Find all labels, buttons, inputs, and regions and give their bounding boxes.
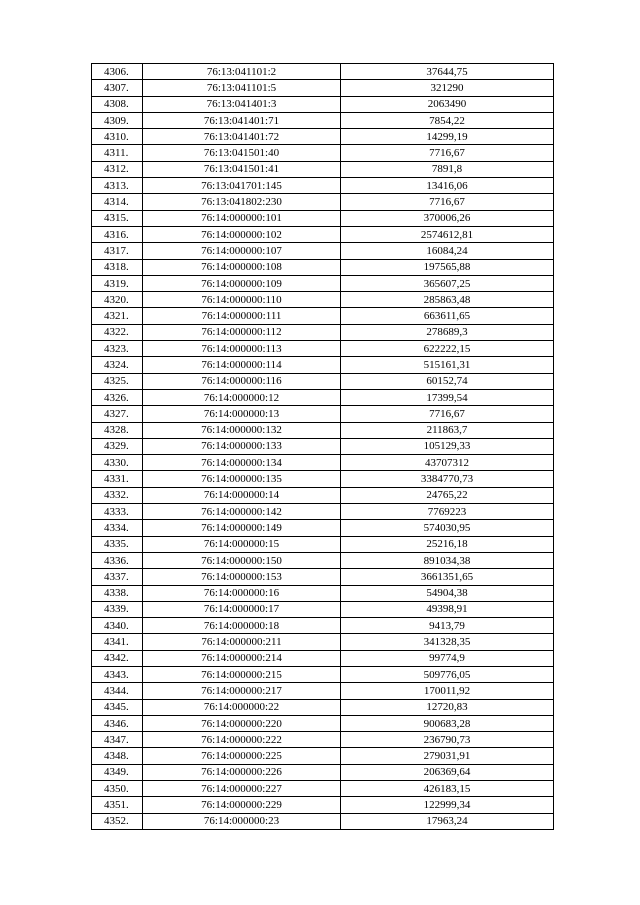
cadastral-value-cell: 105129,33 xyxy=(341,438,554,454)
table-row xyxy=(92,406,554,422)
cadastral-value-cell: 321290 xyxy=(341,80,554,96)
table-row xyxy=(92,292,554,308)
table-row xyxy=(92,178,554,194)
table-row xyxy=(92,601,554,617)
row-number-cell: 4348. xyxy=(92,748,143,764)
cadastral-number-cell: 76:14:000000:214 xyxy=(143,650,341,666)
cadastral-value-cell: 509776,05 xyxy=(341,666,554,682)
table-row xyxy=(92,455,554,471)
row-number-cell: 4317. xyxy=(92,243,143,259)
table-row xyxy=(92,64,554,80)
cadastral-number-cell: 76:14:000000:12 xyxy=(143,389,341,405)
row-number-cell: 4327. xyxy=(92,406,143,422)
row-number-cell: 4325. xyxy=(92,373,143,389)
cadastral-value-cell: 2574612,81 xyxy=(341,226,554,242)
row-number-cell: 4315. xyxy=(92,210,143,226)
table-row xyxy=(92,341,554,357)
row-number-cell: 4339. xyxy=(92,601,143,617)
row-number-cell: 4323. xyxy=(92,341,143,357)
row-number-cell: 4351. xyxy=(92,797,143,813)
row-number-cell: 4324. xyxy=(92,357,143,373)
table-row xyxy=(92,422,554,438)
cadastral-number-cell: 76:14:000000:135 xyxy=(143,471,341,487)
row-number-cell: 4328. xyxy=(92,422,143,438)
cadastral-number-cell: 76:14:000000:211 xyxy=(143,634,341,650)
cadastral-number-cell: 76:14:000000:113 xyxy=(143,341,341,357)
table-row xyxy=(92,373,554,389)
cadastral-number-cell: 76:13:041802:230 xyxy=(143,194,341,210)
table-row xyxy=(92,96,554,112)
cadastral-number-cell: 76:13:041501:40 xyxy=(143,145,341,161)
cadastral-value-cell: 900683,28 xyxy=(341,715,554,731)
cadastral-number-cell: 76:14:000000:132 xyxy=(143,422,341,438)
table-row xyxy=(92,569,554,585)
row-number-cell: 4340. xyxy=(92,618,143,634)
cadastral-value-cell: 17963,24 xyxy=(341,813,554,829)
table-row xyxy=(92,145,554,161)
cadastral-value-cell: 12720,83 xyxy=(341,699,554,715)
row-number-cell: 4330. xyxy=(92,455,143,471)
cadastral-number-cell: 76:14:000000:226 xyxy=(143,764,341,780)
cadastral-number-cell: 76:14:000000:109 xyxy=(143,275,341,291)
row-number-cell: 4350. xyxy=(92,781,143,797)
cadastral-value-cell: 370006,26 xyxy=(341,210,554,226)
cadastral-value-cell: 7716,67 xyxy=(341,406,554,422)
cadastral-number-cell: 76:14:000000:102 xyxy=(143,226,341,242)
cadastral-value-cell: 278689,3 xyxy=(341,324,554,340)
cadastral-value-cell: 16084,24 xyxy=(341,243,554,259)
cadastral-number-cell: 76:14:000000:116 xyxy=(143,373,341,389)
cadastral-number-cell: 76:13:041701:145 xyxy=(143,178,341,194)
cadastral-number-cell: 76:14:000000:134 xyxy=(143,455,341,471)
cadastral-value-cell: 7769223 xyxy=(341,504,554,520)
cadastral-value-table xyxy=(91,63,554,830)
cadastral-number-cell: 76:14:000000:22 xyxy=(143,699,341,715)
row-number-cell: 4334. xyxy=(92,520,143,536)
table-row xyxy=(92,764,554,780)
row-number-cell: 4322. xyxy=(92,324,143,340)
cadastral-value-cell: 285863,48 xyxy=(341,292,554,308)
table-row xyxy=(92,732,554,748)
table-row xyxy=(92,161,554,177)
row-number-cell: 4306. xyxy=(92,64,143,80)
cadastral-number-cell: 76:14:000000:14 xyxy=(143,487,341,503)
table-row xyxy=(92,666,554,682)
cadastral-value-cell: 99774,9 xyxy=(341,650,554,666)
cadastral-number-cell: 76:14:000000:108 xyxy=(143,259,341,275)
table-row xyxy=(92,259,554,275)
table-row xyxy=(92,683,554,699)
row-number-cell: 4342. xyxy=(92,650,143,666)
table-row xyxy=(92,813,554,829)
row-number-cell: 4316. xyxy=(92,226,143,242)
cadastral-number-cell: 76:14:000000:149 xyxy=(143,520,341,536)
table-row xyxy=(92,536,554,552)
row-number-cell: 4337. xyxy=(92,569,143,585)
row-number-cell: 4341. xyxy=(92,634,143,650)
cadastral-value-cell: 197565,88 xyxy=(341,259,554,275)
cadastral-value-cell: 365607,25 xyxy=(341,275,554,291)
table-row xyxy=(92,80,554,96)
cadastral-number-cell: 76:14:000000:16 xyxy=(143,585,341,601)
cadastral-value-cell: 7716,67 xyxy=(341,194,554,210)
cadastral-number-cell: 76:13:041101:5 xyxy=(143,80,341,96)
table-row xyxy=(92,781,554,797)
row-number-cell: 4320. xyxy=(92,292,143,308)
table-row xyxy=(92,699,554,715)
row-number-cell: 4345. xyxy=(92,699,143,715)
cadastral-number-cell: 76:13:041401:3 xyxy=(143,96,341,112)
cadastral-value-cell: 9413,79 xyxy=(341,618,554,634)
table-row xyxy=(92,585,554,601)
cadastral-number-cell: 76:14:000000:107 xyxy=(143,243,341,259)
row-number-cell: 4314. xyxy=(92,194,143,210)
cadastral-value-cell: 7854,22 xyxy=(341,112,554,128)
cadastral-value-cell: 14299,19 xyxy=(341,129,554,145)
table-row xyxy=(92,275,554,291)
cadastral-value-cell: 54904,38 xyxy=(341,585,554,601)
cadastral-number-cell: 76:14:000000:220 xyxy=(143,715,341,731)
cadastral-value-cell: 211863,7 xyxy=(341,422,554,438)
cadastral-number-cell: 76:13:041101:2 xyxy=(143,64,341,80)
cadastral-value-cell: 426183,15 xyxy=(341,781,554,797)
cadastral-number-cell: 76:14:000000:18 xyxy=(143,618,341,634)
cadastral-number-cell: 76:14:000000:101 xyxy=(143,210,341,226)
row-number-cell: 4318. xyxy=(92,259,143,275)
table-row xyxy=(92,194,554,210)
cadastral-number-cell: 76:14:000000:150 xyxy=(143,552,341,568)
cadastral-number-cell: 76:14:000000:153 xyxy=(143,569,341,585)
cadastral-number-cell: 76:14:000000:110 xyxy=(143,292,341,308)
cadastral-number-cell: 76:14:000000:112 xyxy=(143,324,341,340)
cadastral-value-cell: 24765,22 xyxy=(341,487,554,503)
row-number-cell: 4347. xyxy=(92,732,143,748)
cadastral-value-cell: 7891,8 xyxy=(341,161,554,177)
table-row xyxy=(92,308,554,324)
row-number-cell: 4332. xyxy=(92,487,143,503)
cadastral-value-cell: 663611,65 xyxy=(341,308,554,324)
cadastral-number-cell: 76:14:000000:222 xyxy=(143,732,341,748)
table-row xyxy=(92,324,554,340)
cadastral-value-cell: 170011,92 xyxy=(341,683,554,699)
row-number-cell: 4335. xyxy=(92,536,143,552)
table-row xyxy=(92,487,554,503)
cadastral-value-cell: 3661351,65 xyxy=(341,569,554,585)
cadastral-number-cell: 76:14:000000:17 xyxy=(143,601,341,617)
cadastral-number-cell: 76:14:000000:133 xyxy=(143,438,341,454)
cadastral-value-cell: 37644,75 xyxy=(341,64,554,80)
cadastral-number-cell: 76:14:000000:15 xyxy=(143,536,341,552)
row-number-cell: 4344. xyxy=(92,683,143,699)
cadastral-value-cell: 515161,31 xyxy=(341,357,554,373)
row-number-cell: 4321. xyxy=(92,308,143,324)
row-number-cell: 4346. xyxy=(92,715,143,731)
row-number-cell: 4331. xyxy=(92,471,143,487)
table-row xyxy=(92,112,554,128)
table-row xyxy=(92,389,554,405)
cadastral-number-cell: 76:14:000000:229 xyxy=(143,797,341,813)
cadastral-value-cell: 25216,18 xyxy=(341,536,554,552)
cadastral-value-cell: 60152,74 xyxy=(341,373,554,389)
cadastral-value-cell: 122999,34 xyxy=(341,797,554,813)
cadastral-value-cell: 13416,06 xyxy=(341,178,554,194)
cadastral-number-cell: 76:14:000000:13 xyxy=(143,406,341,422)
cadastral-value-cell: 891034,38 xyxy=(341,552,554,568)
row-number-cell: 4310. xyxy=(92,129,143,145)
cadastral-value-cell: 3384770,73 xyxy=(341,471,554,487)
table-row xyxy=(92,357,554,373)
row-number-cell: 4309. xyxy=(92,112,143,128)
row-number-cell: 4343. xyxy=(92,666,143,682)
cadastral-number-cell: 76:14:000000:111 xyxy=(143,308,341,324)
row-number-cell: 4329. xyxy=(92,438,143,454)
table-row xyxy=(92,243,554,259)
cadastral-value-cell: 341328,35 xyxy=(341,634,554,650)
row-number-cell: 4311. xyxy=(92,145,143,161)
cadastral-value-cell: 622222,15 xyxy=(341,341,554,357)
row-number-cell: 4349. xyxy=(92,764,143,780)
row-number-cell: 4338. xyxy=(92,585,143,601)
table-row xyxy=(92,210,554,226)
row-number-cell: 4333. xyxy=(92,504,143,520)
cadastral-value-cell: 279031,91 xyxy=(341,748,554,764)
table-row xyxy=(92,438,554,454)
table-row xyxy=(92,520,554,536)
cadastral-value-cell: 2063490 xyxy=(341,96,554,112)
cadastral-number-cell: 76:14:000000:215 xyxy=(143,666,341,682)
cadastral-number-cell: 76:14:000000:142 xyxy=(143,504,341,520)
table-row xyxy=(92,618,554,634)
table-row xyxy=(92,797,554,813)
table-row xyxy=(92,552,554,568)
row-number-cell: 4313. xyxy=(92,178,143,194)
cadastral-number-cell: 76:13:041401:72 xyxy=(143,129,341,145)
row-number-cell: 4312. xyxy=(92,161,143,177)
row-number-cell: 4336. xyxy=(92,552,143,568)
row-number-cell: 4308. xyxy=(92,96,143,112)
cadastral-number-cell: 76:13:041501:41 xyxy=(143,161,341,177)
cadastral-number-cell: 76:14:000000:225 xyxy=(143,748,341,764)
row-number-cell: 4352. xyxy=(92,813,143,829)
cadastral-value-cell: 49398,91 xyxy=(341,601,554,617)
cadastral-value-cell: 574030,95 xyxy=(341,520,554,536)
cadastral-value-cell: 206369,64 xyxy=(341,764,554,780)
cadastral-number-cell: 76:13:041401:71 xyxy=(143,112,341,128)
cadastral-number-cell: 76:14:000000:217 xyxy=(143,683,341,699)
cadastral-number-cell: 76:14:000000:227 xyxy=(143,781,341,797)
cadastral-value-cell: 17399,54 xyxy=(341,389,554,405)
row-number-cell: 4307. xyxy=(92,80,143,96)
cadastral-value-cell: 236790,73 xyxy=(341,732,554,748)
table-row xyxy=(92,504,554,520)
table-body xyxy=(92,64,554,830)
table-row xyxy=(92,650,554,666)
cadastral-value-cell: 7716,67 xyxy=(341,145,554,161)
cadastral-number-cell: 76:14:000000:114 xyxy=(143,357,341,373)
table-row xyxy=(92,748,554,764)
table-row xyxy=(92,634,554,650)
row-number-cell: 4319. xyxy=(92,275,143,291)
table-row xyxy=(92,129,554,145)
cadastral-value-cell: 43707312 xyxy=(341,455,554,471)
table-row xyxy=(92,471,554,487)
row-number-cell: 4326. xyxy=(92,389,143,405)
table-row xyxy=(92,715,554,731)
table-row xyxy=(92,226,554,242)
cadastral-number-cell: 76:14:000000:23 xyxy=(143,813,341,829)
